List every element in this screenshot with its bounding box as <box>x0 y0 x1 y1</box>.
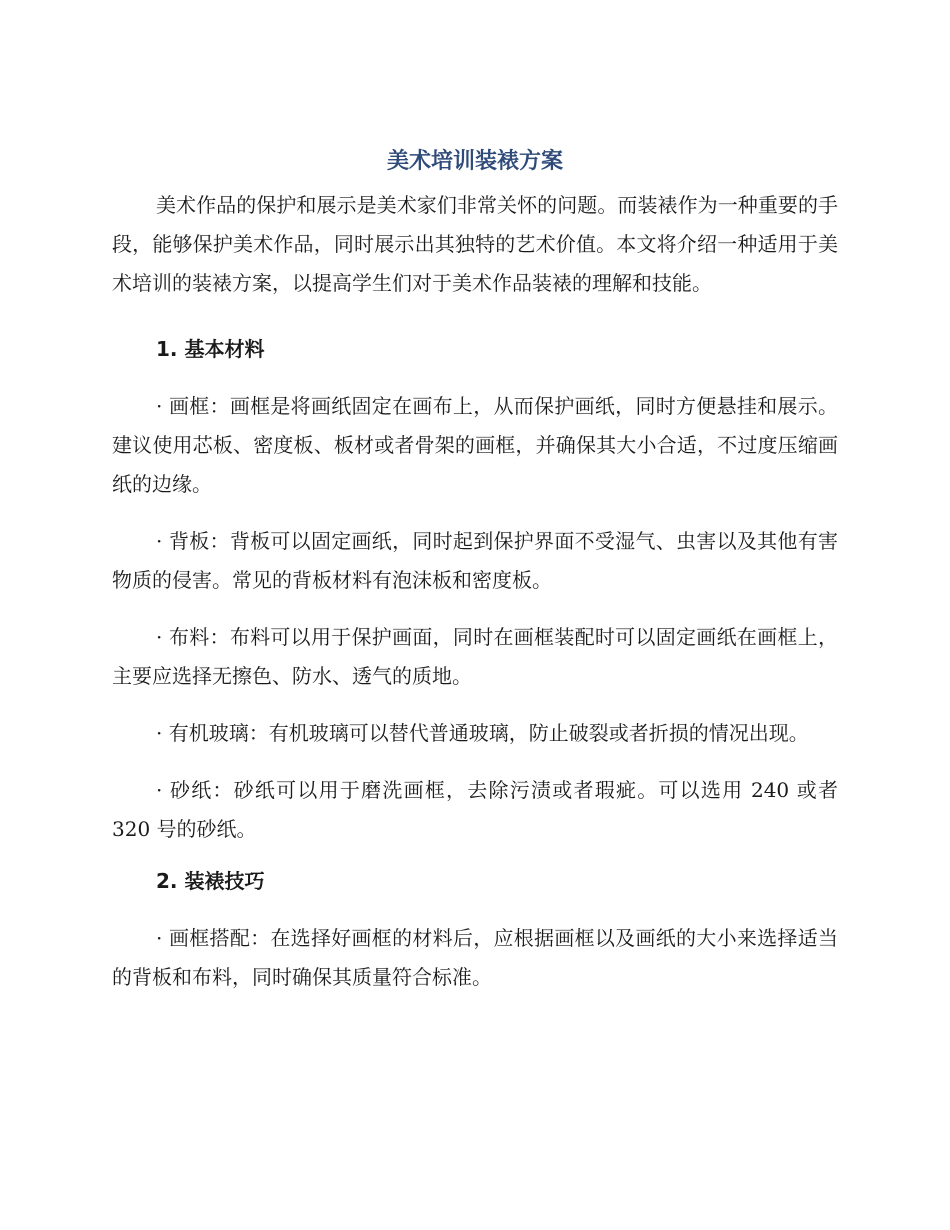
section-mounting-techniques <box>112 867 838 997</box>
section-heading: 2. 装裱技巧 <box>156 869 265 893</box>
list-item-backboard: · 背板：背板可以固定画纸，同时起到保护界面不受湿气、虫害以及其他有害物质的侵害。常见的背板材料有泡沫板和密度板。 <box>112 529 838 592</box>
list-item-acrylic: · 有机玻璃：有机玻璃可以替代普通玻璃，防止破裂或者折损的情况出现。 <box>156 721 809 745</box>
document-title: 美术培训装裱方案 <box>386 149 563 174</box>
list-item-frame-matching: · 画框搭配：在选择好画框的材料后，应根据画框以及画纸的大小来选择适当的背板和布料，同时确保其质量符合标准。 <box>112 926 838 989</box>
list-item-frame: · 画框：画框是将画纸固定在画布上，从而保护画纸，同时方便悬挂和展示。建议使用芯板、密度板、板材或者骨架的画框，并确保其大小合适，不过度压缩画纸的边缘。 <box>112 394 838 496</box>
section-heading: 1. 基本材料 <box>156 337 265 361</box>
list-item-sandpaper: · 砂纸：砂纸可以用于磨洗画框，去除污渍或者瑕疵。可以选用 240 或者 320 号的砂纸。 <box>112 778 838 841</box>
intro-paragraph: 美术作品的保护和展示是美术家们非常关怀的问题。而装裱作为一种重要的手段，能够保护美术作品，同时展示出其独特的艺术价值。本文将介绍一种适用于美术培训的装裱方案，以提高学生们对于美术作品装裱的理解和技能。 <box>112 193 838 295</box>
list-item-fabric: · 布料：布料可以用于保护画面，同时在画框装配时可以固定画纸在画框上，主要应选择无擦色、防水、透气的质地。 <box>112 625 838 688</box>
section-basic-materials <box>112 335 838 849</box>
